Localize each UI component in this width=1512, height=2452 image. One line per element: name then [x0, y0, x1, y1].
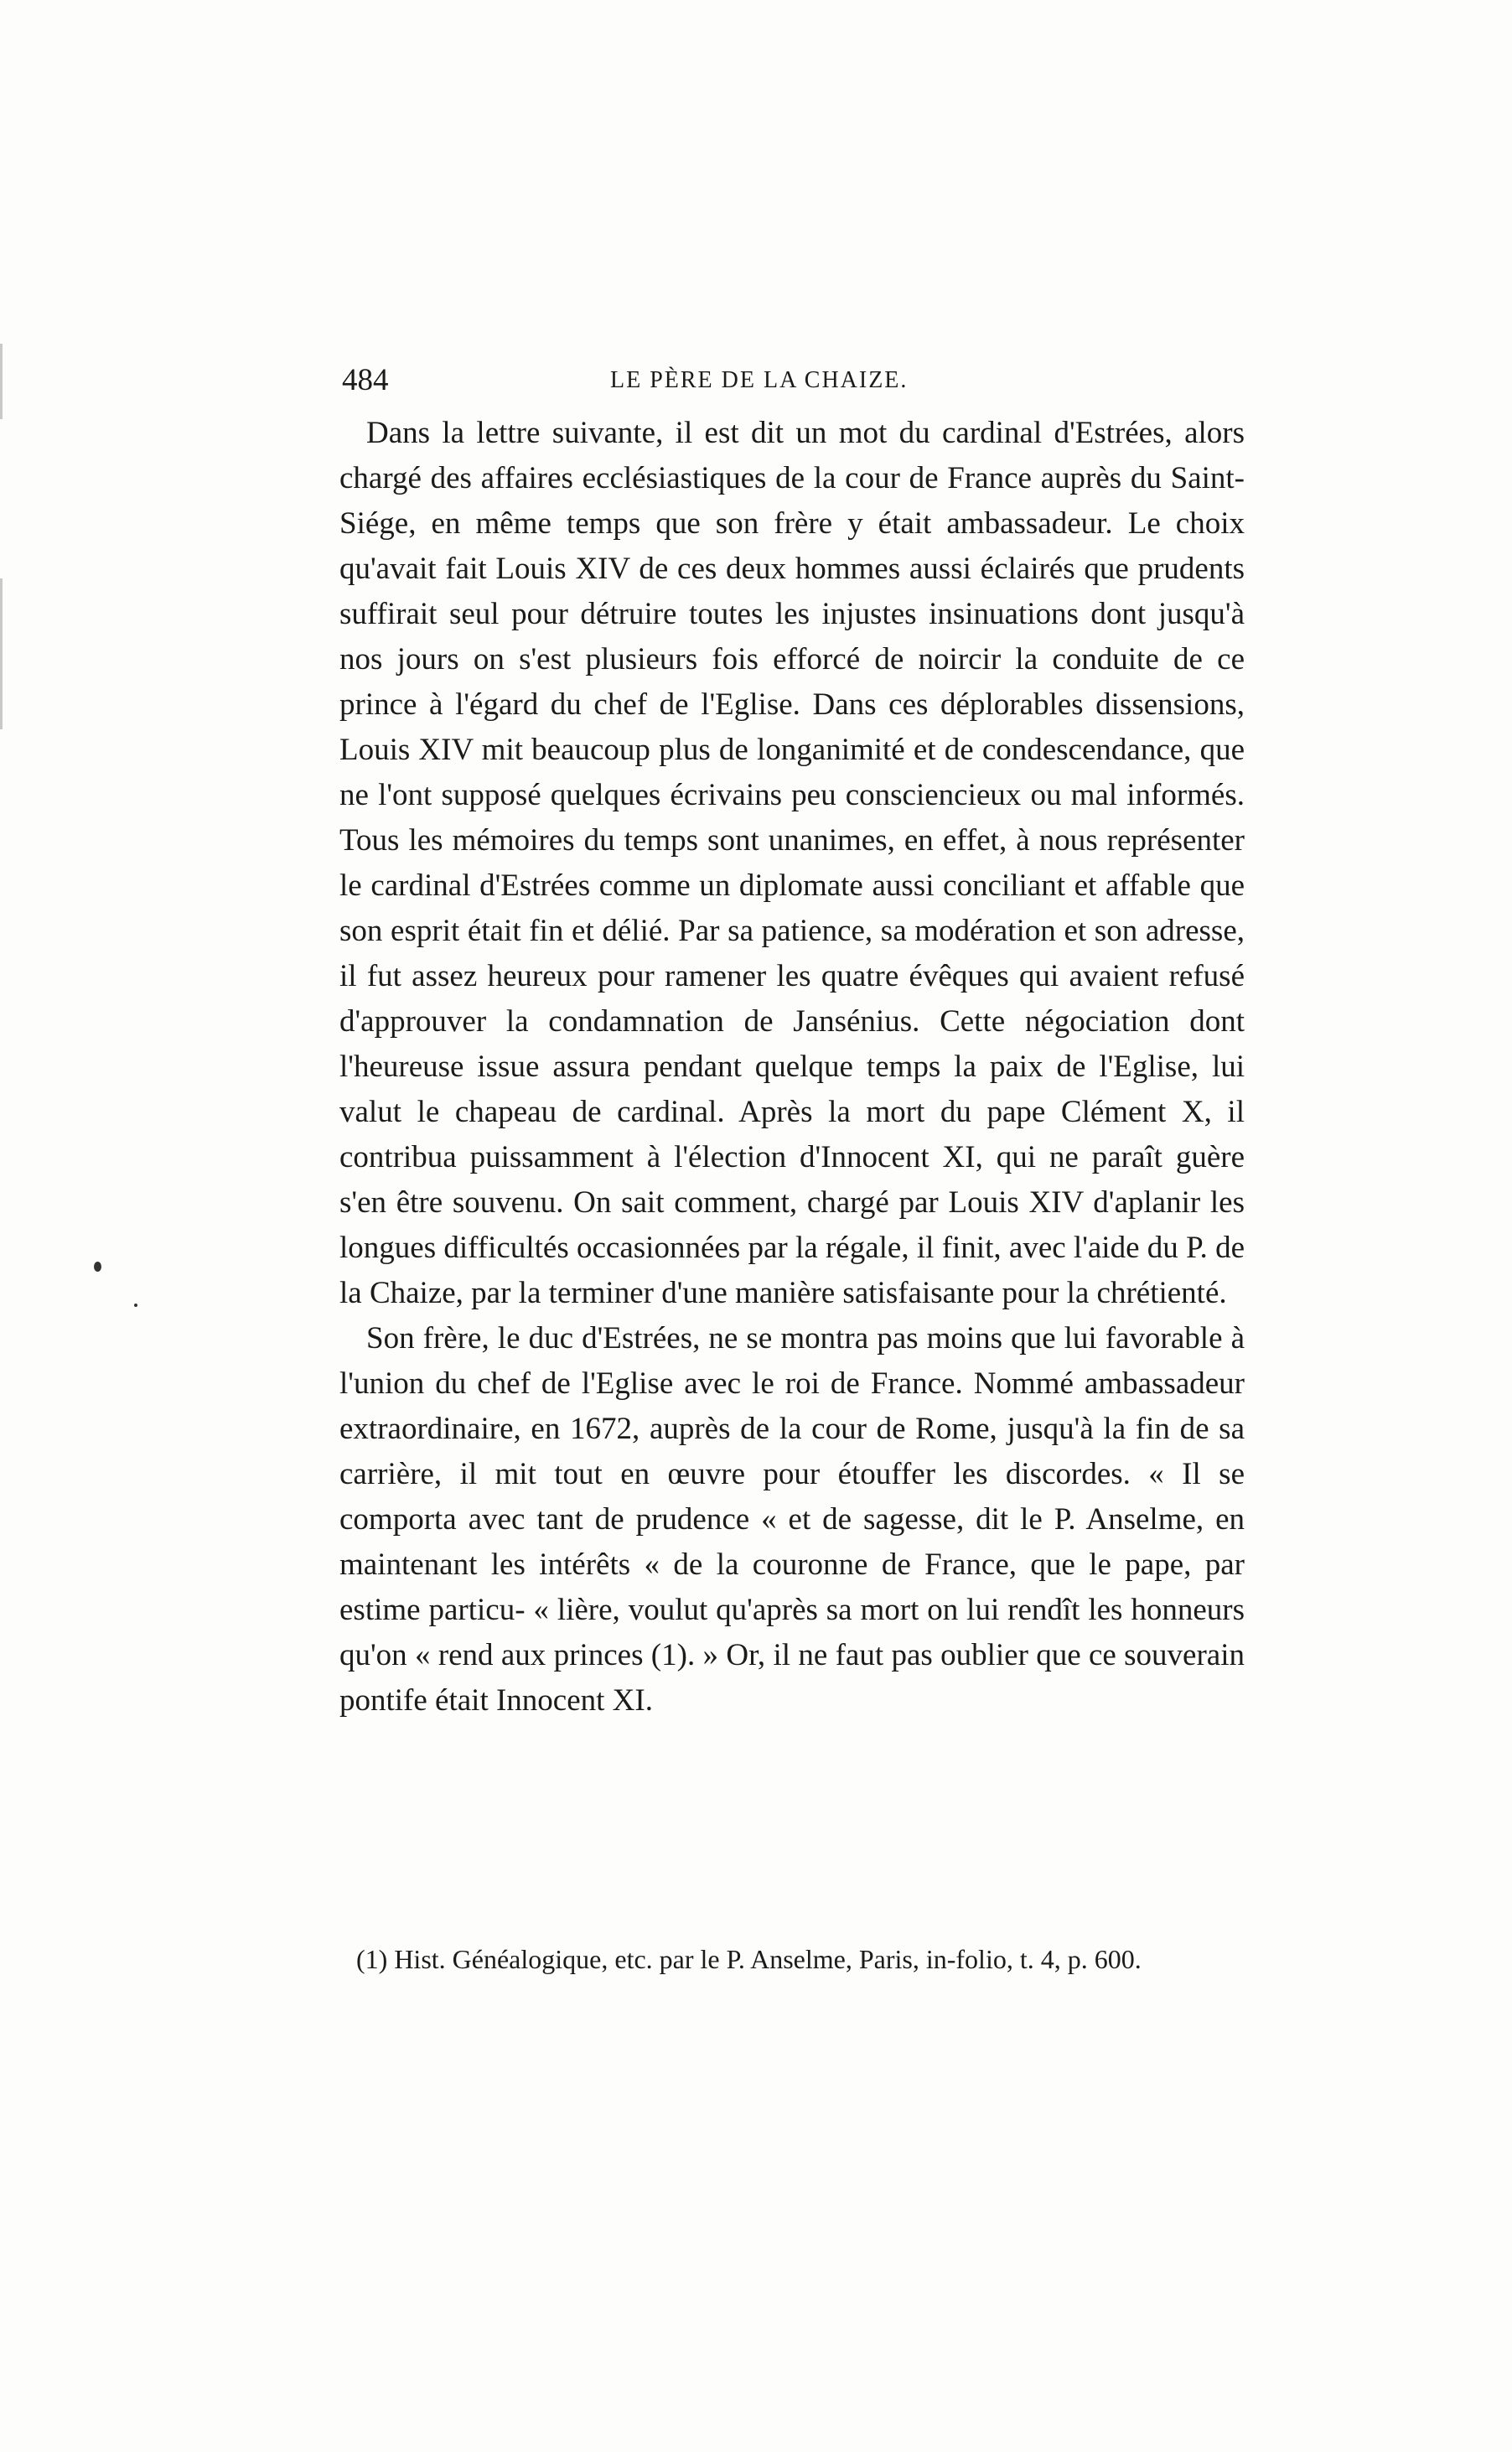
scan-margin-mark: [0, 578, 3, 729]
scan-margin-mark: [0, 344, 3, 419]
footnotes: [339, 1938, 1245, 1980]
page-number: 484: [342, 363, 389, 397]
paragraph: Dans la lettre suivante, il est dit un mot du cardinal d'Estrées, alors chargé des affaires ecclésiastiques de la cour de France auprès du Saint-Siége, en même temps que son frère y était ambassadeur. Le choix qu'avait fait Louis XIV de ces deux hommes aussi éclairés que prudents suffirait seul pour détruire toutes les injustes insinuations dont jusqu'à nos jours on s'est plusieurs fois efforcé de noircir la conduite de ce prince à l'égard du chef de l'Eglise. Dans ces déplorables dissensions, Louis XIV mit beaucoup plus de longanimité et de condescendance, que ne l'ont supposé quelques écrivains peu consciencieux ou mal informés. Tous les mémoires du temps sont unanimes, en effet, à nous représenter le cardinal d'Estrées comme un diplomate aussi conciliant et affable que son esprit était fin et délié. Par sa patience, sa modération et son adresse, il fut assez heureux pour ramener les quatre évêques qui avaient refusé d'approuver la condamnation de Jansénius. Cette négociation dont l'heureuse issue assura pendant quelque temps la paix de l'Eglise, lui valut le chapeau de cardinal. Après la mort du pape Clément X, il contribua puissamment à l'élection d'Innocent XI, qui ne paraît guère s'en être souvenu. On sait comment, chargé par Louis XIV d'aplanir les longues difficultés occasionnées par la régale, il finit, avec l'aide du P. de la Chaize, par la terminer d'une manière satisfaisante pour la chrétienté.: [339, 416, 1245, 1310]
ink-speck: [94, 1262, 101, 1272]
running-head: LE PÈRE DE LA CHAIZE.: [610, 367, 909, 393]
footnote: (1) Hist. Généalogique, etc. par le P. Anselme, Paris, in-folio, t. 4, p. 600.: [356, 1944, 1142, 1974]
body-text: [339, 411, 1245, 1724]
page-header: [342, 362, 1247, 412]
ink-speck: [134, 1304, 137, 1307]
paragraph: Son frère, le duc d'Estrées, ne se montra pas moins que lui favorable à l'union du chef de l'Eglise avec le roi de France. Nommé ambassadeur extraordinaire, en 1672, auprès de la cour de Rome, jusqu'à la fin de sa carrière, il mit tout en œuvre pour étouffer les discordes. « Il se comporta avec tant de prudence « et de sagesse, dit le P. Anselme, en maintenant les intérêts « de la couronne de France, que le pape, par estime particu- « lière, voulut qu'après sa mort on lui rendît les honneurs qu'on « rend aux princes (1). » Or, il ne faut pas oublier que ce souverain pontife était Innocent XI.: [339, 1321, 1245, 1718]
